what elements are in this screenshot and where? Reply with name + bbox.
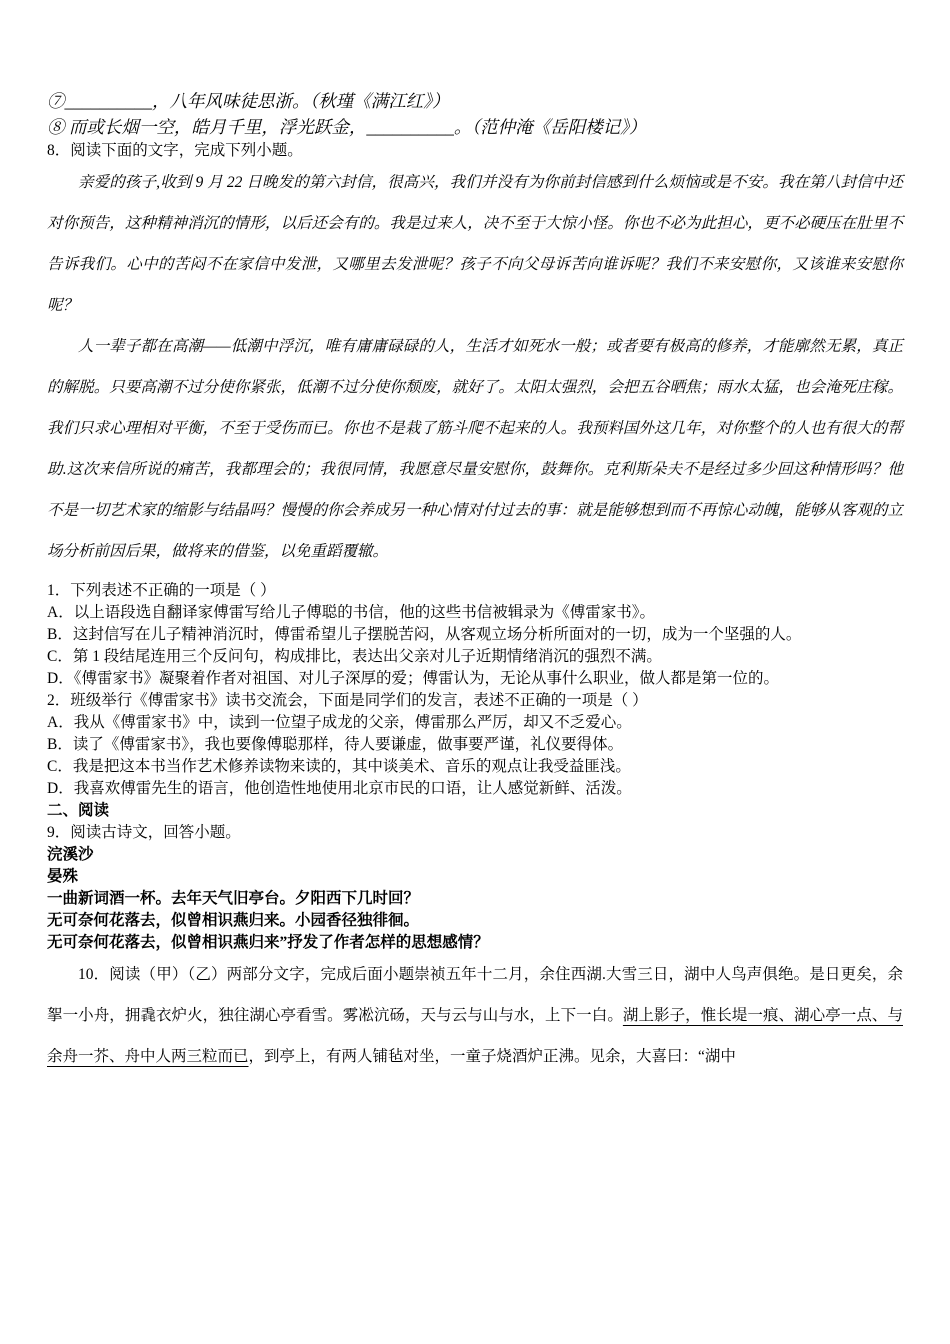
- poem-question: 无可奈何花落去，似曾相识燕归来”抒发了作者怎样的思想感情？: [47, 934, 489, 951]
- text-segment: 10．阅读（甲）（乙）两部分文字，完成后面小题崇祯五年十二月，余住西湖.大雪三日，湖中人鸟声俱绝。是日更矣，余挐一小舟，拥毳衣炉火，独往湖心亭看雪。雾凇沆砀，天与云与山与水，上下一白。: [47, 966, 903, 1024]
- question-prompt: 1．下列表述不正确的一项是（ ）: [47, 582, 276, 599]
- poem-author: 晏殊: [47, 868, 79, 885]
- choice-option: B．这封信写在儿子精神消沉时，傅雷希望儿子摆脱苦闷，从客观立场分析所面对的一切，成为一个坚强的人。: [47, 626, 802, 643]
- underlined-text-segment: 湖上影子，惟长堤一痕、湖心亭一点、与余舟一芥、舟中人两三粒而已: [47, 1007, 903, 1065]
- text-segment: ，到亭上，有两人铺毡对坐，一童子烧酒炉正沸。见余，大喜曰：“湖中: [248, 1048, 736, 1065]
- question-prompt: 2．班级举行《傅雷家书》读书交流会，下面是同学们的发言，表述不正确的一项是（ ）: [47, 692, 648, 709]
- poem-line: 一曲新词酒一杯。去年天气旧亭台。夕阳西下几时回？: [47, 890, 420, 907]
- passage-paragraph: [47, 954, 903, 1077]
- choice-option: A．我从《傅雷家书》中，读到一位望子成龙的父亲，傅雷那么严厉，却又不乏爱心。: [47, 714, 632, 731]
- question-prompt: 8．阅读下面的文字，完成下列小题。: [47, 142, 303, 159]
- choice-option: A．以上语段选自翻译家傅雷写给儿子傅聪的书信，他的这些书信被辑录为《傅雷家书》。: [47, 604, 655, 621]
- question-prompt: 9．阅读古诗文，回答小题。: [47, 824, 241, 841]
- fill-blank-line: ⑦__________，八年风味徒思浙。（秋瑾《满江红》）: [47, 91, 450, 111]
- fill-blank-line: ⑧ 而或长烟一空，皓月千里，浮光跃金，__________。（范仲淹《岳阳楼记》）: [47, 117, 647, 137]
- section-heading: 二、阅读: [47, 802, 110, 819]
- poem-title: 浣溪沙: [47, 846, 94, 863]
- choice-option: D．《傅雷家书》凝聚着作者对祖国、对儿子深厚的爱；傅雷认为，无论从事什么职业，做人都是第一位的。: [47, 670, 779, 687]
- choice-option: D．我喜欢傅雷先生的语言，他创造性地使用北京市民的口语，让人感觉新鲜、活泼。: [47, 780, 632, 797]
- poem-line: 无可奈何花落去，似曾相识燕归来。小园香径独徘徊。: [47, 912, 420, 929]
- choice-option: C．第 1 段结尾连用三个反问句，构成排比，表达出父亲对儿子近期情绪消沉的强烈不满。: [47, 648, 662, 665]
- choice-option: C．我是把这本书当作艺术修养读物来读的，其中谈美术、音乐的观点让我受益匪浅。: [47, 758, 631, 775]
- choice-option: B．读了《傅雷家书》，我也要像傅聪那样，待人要谦虚，做事要严谨，礼仪要得体。: [47, 736, 624, 753]
- letter-paragraph: 亲爱的孩子,收到 9 月 22 日晚发的第六封信，很高兴，我们并没有为你前封信感到什么烦恼或是不安。我在第八封信中还对你预告，这种精神消沉的情形，以后还会有的。我是过来人，决不至于大惊小怪。你也不必为此担心，更不必硬压在肚里不告诉我们。心中的苦闷不在家信中发泄，又哪里去发泄呢？孩子不向父母诉苦向谁诉呢？我们不来安慰你，又该谁来安慰你呢？: [47, 174, 903, 314]
- letter-paragraph: 人一辈子都在高潮——低潮中浮沉，唯有庸庸碌碌的人，生活才如死水一般；或者要有极高的修养，才能廓然无累，真正的解脱。只要高潮不过分使你紧张，低潮不过分使你颓废，就好了。太阳太强烈，会把五谷晒焦；雨水太猛，也会淹死庄稼。我们只求心理相对平衡，不至于受伤而已。你也不是栽了筋斗爬不起来的人。我预料国外这几年，对你整个的人也有很大的帮助.这次来信所说的痛苦，我都理会的；我很同情，我愿意尽量安慰你，鼓舞你。克利斯朵夫不是经过多少回这种情形吗？他不是一切艺术家的缩影与结晶吗？慢慢的你会养成另一种心情对付过去的事：就是能够想到而不再惊心动魄，能够从客观的立场分析前因后果，做将来的借鉴，以免重蹈覆辙。: [47, 338, 903, 560]
